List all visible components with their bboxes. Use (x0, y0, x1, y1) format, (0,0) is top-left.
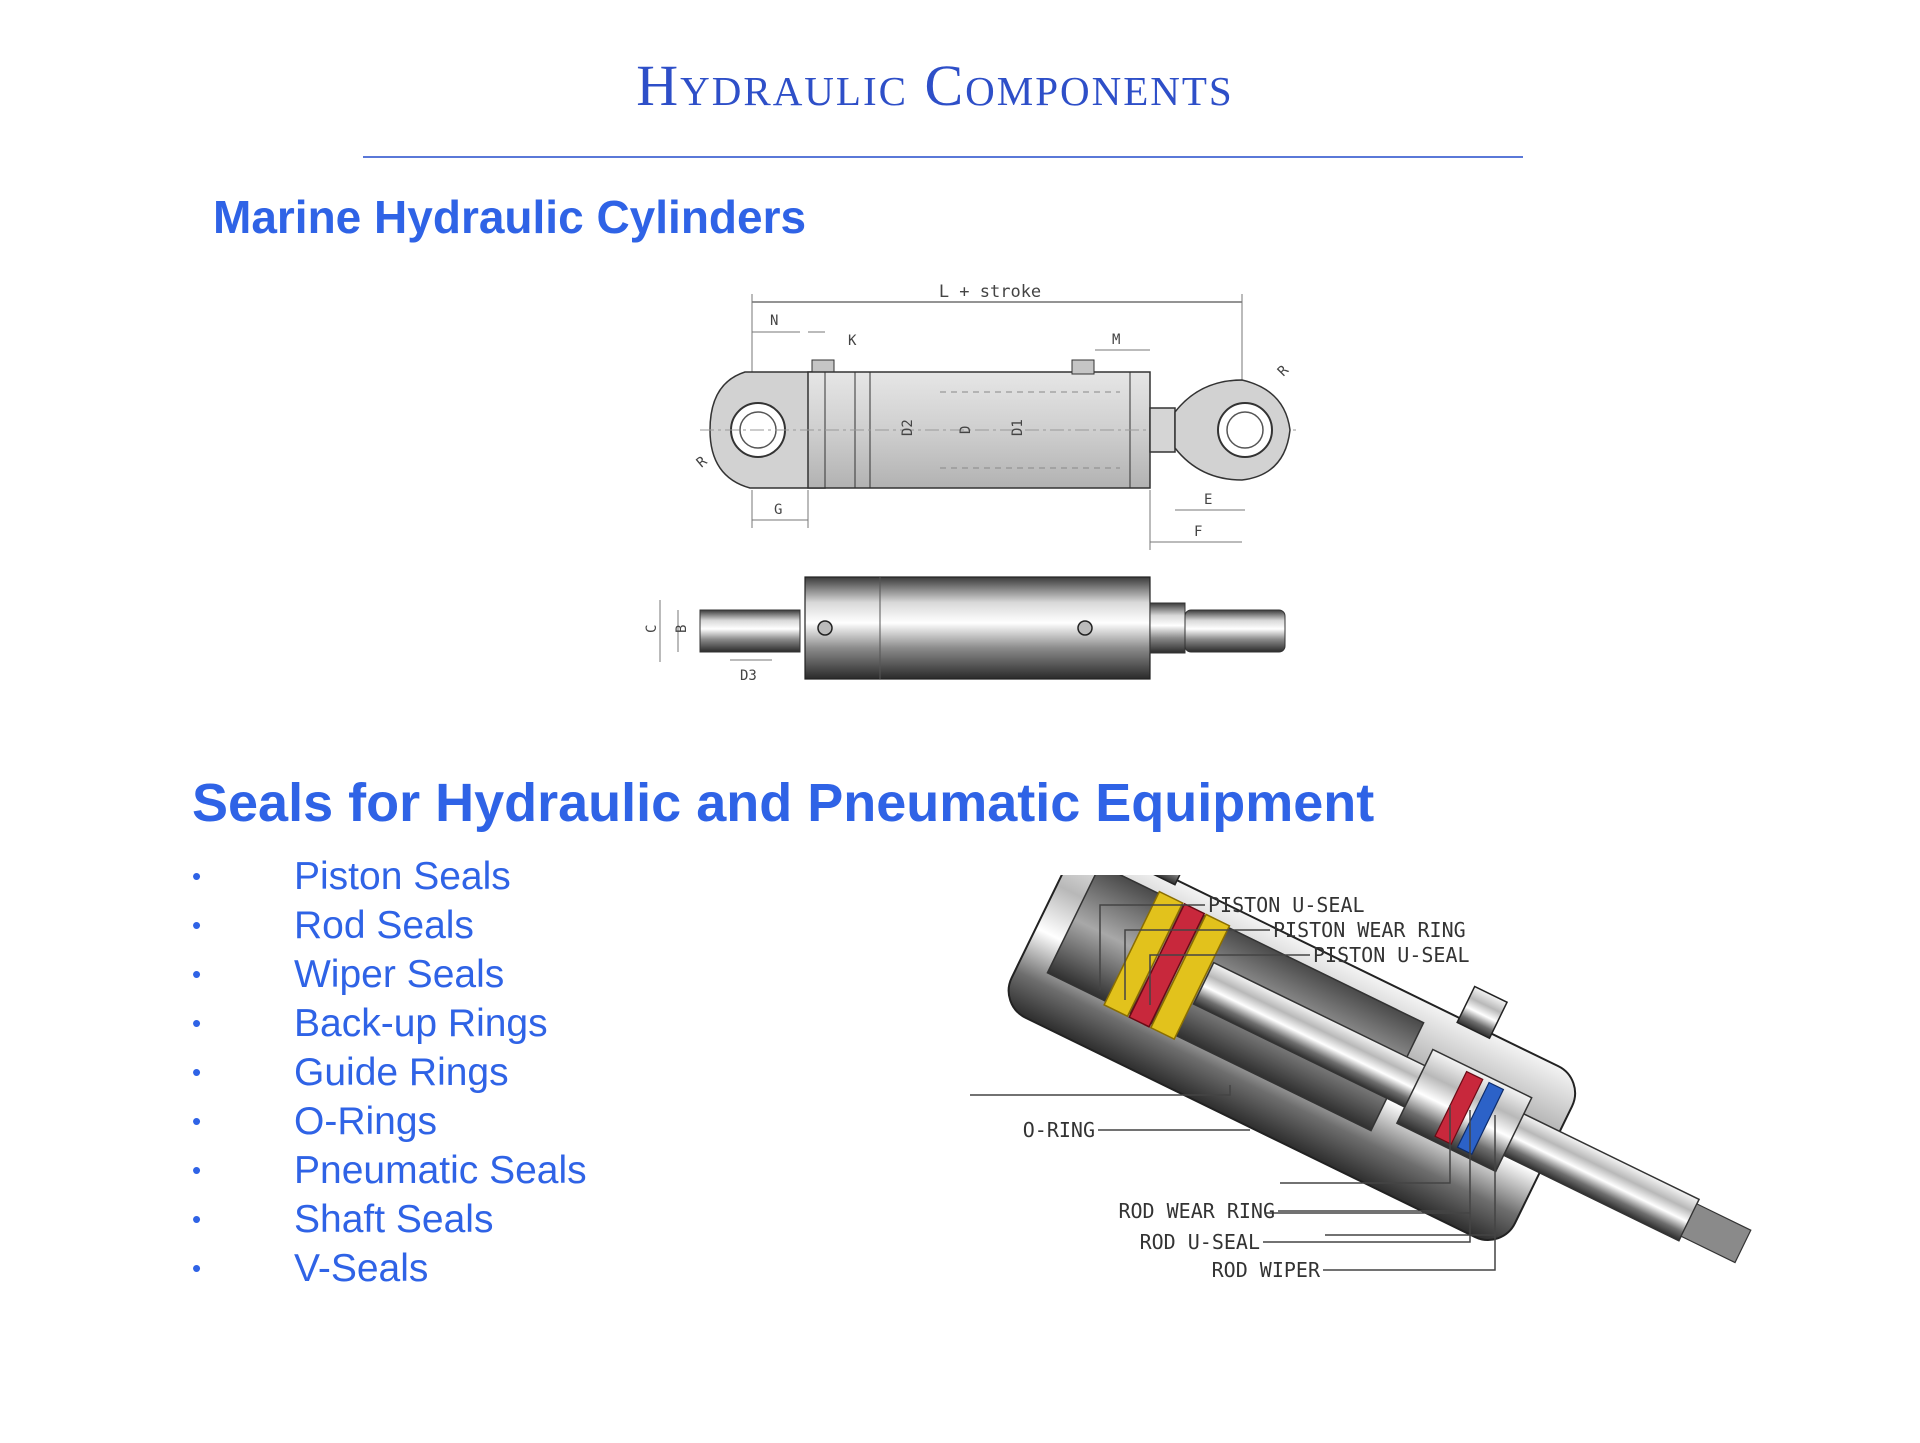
list-item-label: V-Seals (294, 1247, 429, 1290)
dim-label-r-left: R (693, 453, 711, 472)
dim-label-b: B (674, 624, 690, 633)
list-item-label: Back-up Rings (294, 1002, 548, 1045)
bullet-icon: • (192, 1253, 202, 1283)
list-item-label: Piston Seals (294, 855, 511, 898)
list-item-label: Wiper Seals (294, 953, 505, 996)
dim-label-m: M (1112, 332, 1121, 348)
dim-label-g: G (774, 502, 783, 518)
list-item-label: O-Rings (294, 1100, 438, 1143)
bullet-icon: • (192, 1008, 202, 1038)
dim-label-k: K (848, 333, 857, 349)
dim-label-d1: D1 (1010, 419, 1026, 436)
cylinder-cutaway-illustration (960, 875, 1810, 1435)
dim-label-e: E (1204, 492, 1213, 508)
bullet-icon: • (192, 1204, 202, 1234)
dim-label-d3: D3 (740, 668, 757, 684)
dim-label-d2: D2 (900, 419, 916, 436)
bullet-icon: • (192, 861, 202, 891)
seals-heading: Seals for Hydraulic and Pneumatic Equipment (192, 773, 1375, 833)
cylinder-top-view-drawing (630, 565, 1310, 690)
bullet-icon: • (192, 1155, 202, 1185)
label-rod-wiper: ROD WIPER (1211, 1258, 1320, 1282)
list-item-label: Rod Seals (294, 904, 474, 947)
label-piston-wear-ring: PISTON WEAR RING (1273, 918, 1466, 942)
label-piston-u-seal-1: PISTON U-SEAL (1208, 893, 1365, 917)
list-item-label: Pneumatic Seals (294, 1149, 587, 1192)
list-item-label: Shaft Seals (294, 1198, 494, 1241)
label-o-ring: O-RING (1022, 1118, 1095, 1142)
label-rod-wear-ring: ROD WEAR RING (1118, 1199, 1275, 1223)
title-divider (363, 156, 1523, 158)
dim-label-c: C (644, 624, 660, 633)
dim-label-r-right: R (1274, 362, 1293, 380)
bullet-icon: • (192, 959, 202, 989)
bullet-icon: • (192, 1106, 202, 1136)
bullet-icon: • (192, 910, 202, 940)
dim-label-d: D (958, 425, 974, 434)
dim-label-l-stroke: L + stroke (938, 282, 1042, 302)
list-item-label: Guide Rings (294, 1051, 509, 1094)
label-rod-u-seal: ROD U-SEAL (1139, 1230, 1260, 1254)
dim-label-f: F (1194, 524, 1203, 540)
dim-label-n: N (770, 313, 779, 329)
label-piston-u-seal-2: PISTON U-SEAL (1313, 943, 1470, 967)
bullet-icon: • (192, 1057, 202, 1087)
cylinder-dimension-drawing (690, 280, 1320, 560)
cylinders-heading: Marine Hydraulic Cylinders (213, 191, 807, 243)
page-title: Hydraulic Components (636, 53, 1234, 118)
